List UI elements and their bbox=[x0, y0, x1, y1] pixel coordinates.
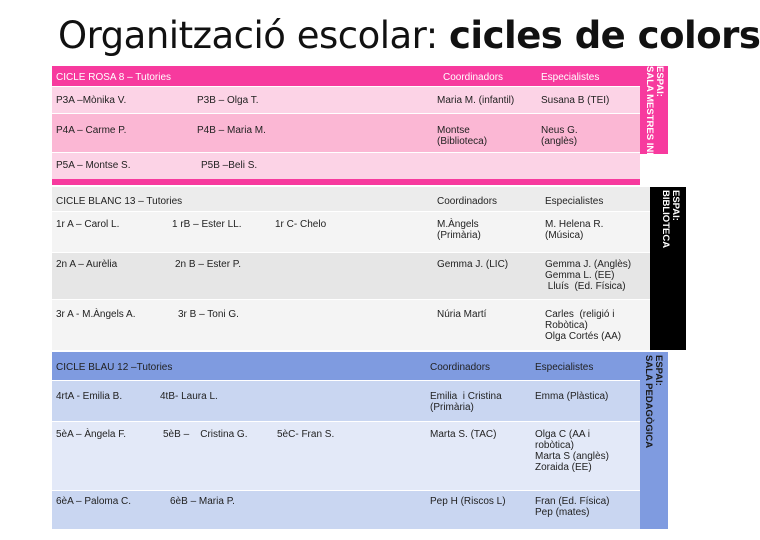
blau-r2-tutor-a: 5èA – Àngela F. bbox=[56, 429, 127, 440]
rosa-r3-tutor-b: P5B –Beli S. bbox=[201, 160, 258, 171]
blanc-espai-line1: ESPAI: bbox=[670, 190, 681, 221]
blanc-header-label: CICLE BLANC 13 – Tutories bbox=[56, 196, 183, 207]
rosa-r1-tutor-a: P3A –Mònika V. bbox=[56, 95, 127, 106]
rosa-r2-spec: Neus G. (anglès) bbox=[541, 125, 578, 147]
rosa-row3-band bbox=[52, 153, 640, 179]
blanc-r2-coord: Gemma J. (LIC) bbox=[437, 259, 509, 270]
blau-r2-spec: Olga C (AA i robòtica) Marta S (anglès) Zoraida (EE) bbox=[535, 429, 609, 473]
rosa-espai-label bbox=[644, 66, 665, 159]
blanc-r2-tutor-b: 2n B – Ester P. bbox=[175, 259, 241, 270]
rosa-r2-coord: Montse (Biblioteca) bbox=[437, 125, 488, 147]
rosa-r2-tutor-a: P4A – Carme P. bbox=[56, 125, 127, 136]
blanc-r2-tutor-a: 2n A – Aurèlia bbox=[56, 259, 118, 270]
blau-header-label: CICLE BLAU 12 –Tutories bbox=[56, 362, 173, 373]
blanc-spec-header: Especialistes bbox=[545, 196, 604, 207]
blau-r2-tutor-b: 5èB – Cristina G. bbox=[163, 429, 248, 440]
title-bold: cicles de colors bbox=[448, 14, 760, 57]
title-normal: Organització escolar: bbox=[58, 14, 449, 57]
blanc-r3-tutor-a: 3r A - M.Àngels A. bbox=[56, 309, 136, 320]
blau-r3-tutor-a: 6èA – Paloma C. bbox=[56, 496, 132, 507]
blau-espai-line1: ESPAI: bbox=[653, 355, 664, 386]
blanc-r1-coord: M.Àngels (Primària) bbox=[437, 219, 481, 241]
blau-r1-coord: Emilia i Cristina (Primària) bbox=[430, 391, 502, 413]
blau-spec-header: Especialistes bbox=[535, 362, 594, 373]
rosa-spec-header: Especialistes bbox=[541, 72, 600, 83]
blau-espai-label bbox=[643, 355, 663, 525]
rosa-coord-header: Coordinadors bbox=[443, 72, 504, 83]
blanc-r1-spec: M. Helena R. (Música) bbox=[545, 219, 604, 241]
blanc-r1-tutor-b: 1 rB – Ester LL. bbox=[172, 219, 242, 230]
rosa-r3-tutor-a: P5A – Montse S. bbox=[56, 160, 131, 171]
rosa-espai-line2: SALA MESTRES INF bbox=[644, 66, 655, 159]
rosa-header-label: CICLE ROSA 8 – Tutories bbox=[56, 72, 172, 83]
blau-coord-header: Coordinadors bbox=[430, 362, 491, 373]
blau-r1-spec: Emma (Plàstica) bbox=[535, 391, 609, 402]
blanc-r3-tutor-b: 3r B – Toni G. bbox=[178, 309, 239, 320]
blau-r2-coord: Marta S. (TAC) bbox=[430, 429, 497, 440]
blau-r1-tutor-a: 4rtA - Emilia B. bbox=[56, 391, 123, 402]
blau-r1-tutor-b: 4tB- Laura L. bbox=[160, 391, 218, 402]
blanc-espai-line2: BIBLIOTECA bbox=[660, 190, 671, 249]
rosa-r1-coord: Maria M. (infantil) bbox=[437, 95, 515, 106]
blanc-espai-label bbox=[660, 190, 680, 350]
blanc-r1-tutor-a: 1r A – Carol L. bbox=[56, 219, 120, 230]
rosa-r1-spec: Susana B (TEI) bbox=[541, 95, 610, 106]
blau-r2-tutor-c: 5èC- Fran S. bbox=[277, 429, 335, 440]
rosa-r1-tutor-b: P3B – Olga T. bbox=[197, 95, 259, 106]
rosa-espai-line1: ESPAI: bbox=[654, 66, 665, 97]
blau-r3-coord: Pep H (Riscos L) bbox=[430, 496, 506, 507]
rosa-r2-tutor-b: P4B – Maria M. bbox=[197, 125, 266, 136]
rosa-bottom-strip bbox=[52, 179, 640, 185]
blau-r3-tutor-b: 6èB – Maria P. bbox=[170, 496, 235, 507]
blau-r3-spec: Fran (Ed. Física) Pep (mates) bbox=[535, 496, 610, 518]
blanc-r1-tutor-c: 1r C- Chelo bbox=[275, 219, 327, 230]
blanc-r3-coord: Núria Martí bbox=[437, 309, 487, 320]
blau-espai-line2: SALA PEDAGÒGICA bbox=[643, 355, 654, 449]
blanc-r3-spec: Carles (religió i Robòtica) Olga Cortés (AA) bbox=[545, 309, 622, 342]
blanc-r2-spec: Gemma J. (Anglès) Gemma L. (EE) Lluís (Ed. Física) bbox=[545, 259, 632, 292]
blanc-coord-header: Coordinadors bbox=[437, 196, 498, 207]
page-title bbox=[58, 14, 760, 57]
